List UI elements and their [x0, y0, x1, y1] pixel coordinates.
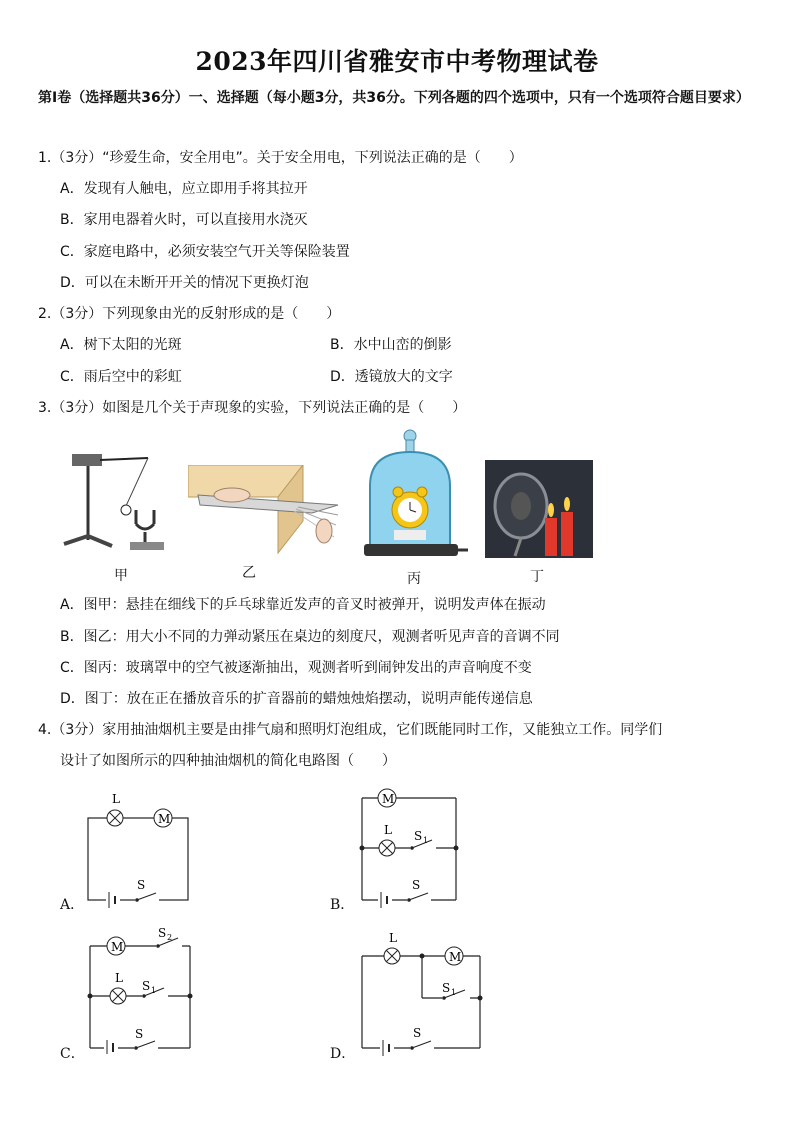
q1-option-a[interactable]: A．发现有人触电，应立即用手将其拉开: [60, 181, 308, 197]
circuit-d-diagram: [352, 926, 486, 1056]
circuit-c-motor-m: M: [111, 940, 124, 954]
q2-option-d[interactable]: D．透镜放大的文字: [330, 369, 453, 385]
circuit-c-diagram: [82, 924, 198, 1054]
figure-tuning-fork: [60, 448, 170, 558]
q2-option-c[interactable]: C．雨后空中的彩虹: [60, 369, 182, 385]
circuit-d-switch-s1-subscript: 1: [451, 988, 457, 997]
question-1-stem: 1.（3分）“珍爱生命，安全用电”。关于安全用电，下列说法正确的是（ ）: [38, 150, 523, 166]
circuit-d-lamp-l: L: [389, 931, 397, 945]
q3-option-c[interactable]: C．图丙：玻璃罩中的空气被逐渐抽出，观测者听到闹钟发出的声音响度不变: [60, 660, 532, 676]
q3-option-b[interactable]: B．图乙：用大小不同的力弹动紧压在桌边的刻度尺，观测者听见声音的音调不同: [60, 629, 560, 645]
circuit-option-d[interactable]: D．: [330, 1046, 356, 1062]
circuit-c-switch-s1-subscript: 1: [151, 986, 157, 995]
question-4-stem-line1: 4.（3分）家用抽油烟机主要是由排气扇和照明灯泡组成，它们既能同时工作，又能独立工作。同学们: [38, 722, 663, 738]
circuit-option-c[interactable]: C．: [60, 1046, 85, 1062]
circuit-option-a[interactable]: A．: [60, 897, 85, 913]
caption-bing: 丙: [407, 571, 421, 587]
caption-jia: 甲: [114, 568, 128, 584]
circuit-option-b[interactable]: B．: [330, 897, 355, 913]
circuit-a-motor-m: M: [158, 812, 171, 826]
caption-ding: 丁: [530, 569, 544, 585]
q2-option-a[interactable]: A．树下太阳的光斑: [60, 337, 182, 353]
circuit-a-switch-s: S: [137, 878, 146, 892]
caption-yi: 乙: [242, 565, 256, 581]
circuit-a-lamp-l: L: [112, 792, 120, 806]
figure-bell-jar: [360, 428, 472, 562]
circuit-c-switch-s1: S: [142, 979, 151, 993]
q3-option-a[interactable]: A．图甲：悬挂在细线下的乒乓球靠近发声的音叉时被弹开，说明发声体在振动: [60, 597, 546, 613]
circuit-c-switch-s2: S: [158, 926, 167, 940]
circuit-d-switch-s: S: [413, 1026, 422, 1040]
circuit-b-switch-s1-subscript: 1: [423, 836, 429, 845]
circuit-c-switch-s2-subscript: 2: [167, 933, 173, 942]
page-title: 2023年四川省雅安市中考物理试卷: [195, 47, 599, 76]
circuit-c-switch-s: S: [135, 1027, 144, 1041]
circuit-b-switch-s1: S: [414, 829, 423, 843]
circuit-b-motor-m: M: [382, 792, 395, 806]
q1-option-c[interactable]: C．家庭电路中，必须安装空气开关等保险装置: [60, 244, 350, 260]
circuit-d-motor-m: M: [449, 950, 462, 964]
question-4-stem-line2: 设计了如图所示的四种抽油烟机的简化电路图（ ）: [60, 753, 396, 769]
circuit-b-lamp-l: L: [384, 823, 392, 837]
question-3-stem: 3.（3分）如图是几个关于声现象的实验，下列说法正确的是（ ）: [38, 400, 467, 416]
section-header: 第Ⅰ卷（选择题共36分）一、选择题（每小题3分，共36分。下列各题的四个选项中，只有一个选项符合题目要求）: [38, 90, 750, 106]
q3-option-d[interactable]: D．图丁：放在正在播放音乐的扩音器前的蜡烛烛焰摆动，说明声能传递信息: [60, 691, 533, 707]
circuit-c-lamp-l: L: [115, 971, 123, 985]
q1-option-b[interactable]: B．家用电器着火时，可以直接用水浇灭: [60, 212, 308, 228]
q2-option-b[interactable]: B．水中山峦的倒影: [330, 337, 452, 353]
question-2-stem: 2.（3分）下列现象由光的反射形成的是（ ）: [38, 306, 341, 322]
circuit-d-switch-s1: S: [442, 981, 451, 995]
q1-option-d[interactable]: D．可以在未断开开关的情况下更换灯泡: [60, 275, 309, 291]
figure-speaker-candles: [485, 460, 593, 558]
circuit-a-diagram: [80, 788, 200, 908]
circuit-b-diagram: [352, 782, 468, 910]
circuit-b-switch-s: S: [412, 878, 421, 892]
figure-ruler: [188, 465, 346, 555]
